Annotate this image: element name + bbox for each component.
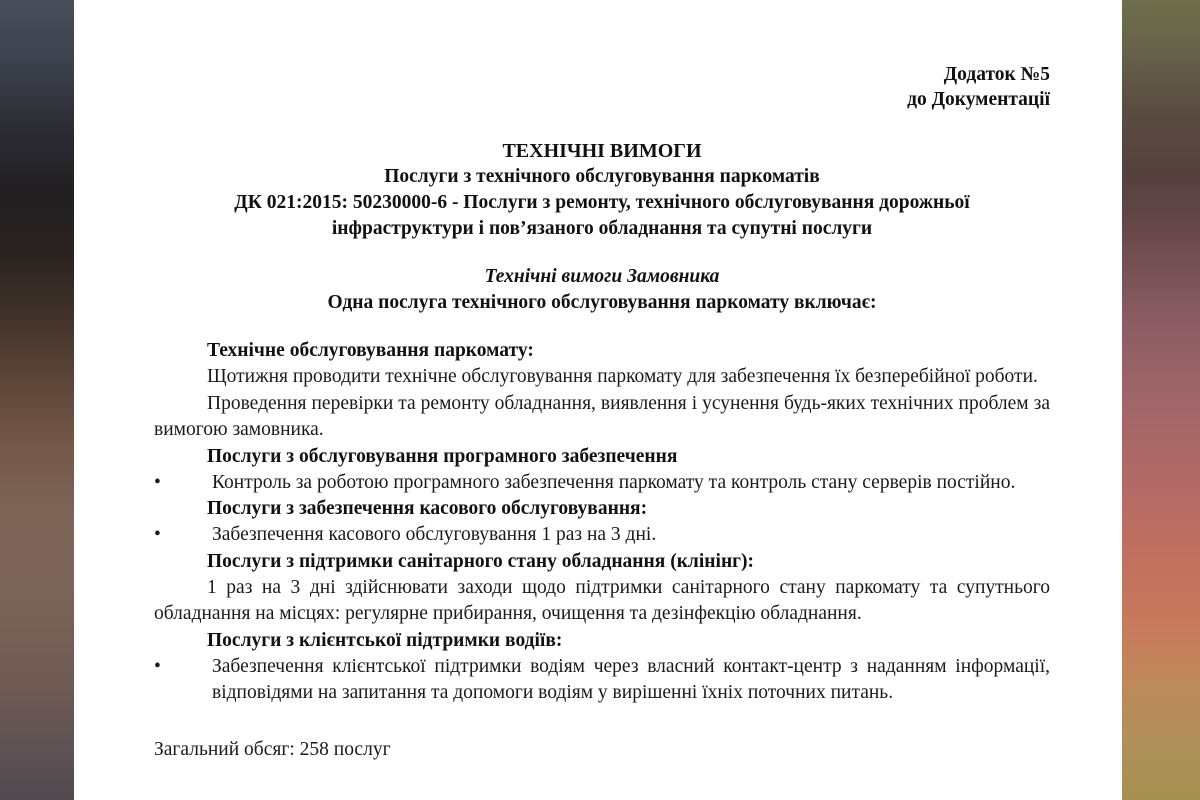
total-volume-line: Загальний обсяг: 258 послуг <box>154 738 391 760</box>
procurement-code-line-1: ДК 021:2015: 50230000-6 - Послуги з ремонту, технічного обслуговування дорожньої <box>234 192 970 213</box>
customer-requirements-heading: Технічні вимоги Замовника <box>484 266 720 287</box>
section-paragraph-maintenance-1: Щотижня проводити технічне обслуговування паркомату для забезпечення їх безперебійної роботи. <box>207 366 1038 387</box>
list-item <box>154 654 1050 707</box>
page-title: ТЕХНІЧНІ ВИМОГИ <box>502 140 702 162</box>
section-bullet-driver-support-1: Забезпечення клієнтської підтримки водіям через власний контакт-центр з наданням інформації, відповідями на запитання та допомоги водіям у вирішенні їхніх поточних питань. <box>212 655 1050 703</box>
section-bullet-software-1: Контроль за роботою програмного забезпечення паркомату та контроль стану серверів постійно. <box>212 471 1016 493</box>
decorative-right-gradient-band <box>1122 0 1200 800</box>
document-page <box>74 0 1122 800</box>
page-subtitle: Послуги з технічного обслуговування паркоматів <box>384 166 820 187</box>
bullet-icon: • <box>154 524 161 545</box>
section-heading-driver-support: Послуги з клієнтської підтримки водіїв: <box>207 629 563 651</box>
bullet-icon: • <box>154 655 161 677</box>
section-paragraph-maintenance-2: Проведення перевірки та ремонту обладнання, виявлення і усунення будь-яких технічних проблем за вимогою замовника. <box>154 392 1050 440</box>
section-bullet-cash-service-1: Забезпечення касового обслуговування 1 раз на 3 дні. <box>212 524 657 545</box>
procurement-code-line-2: інфраструктури і пов’язаного обладнання та супутні послуги <box>331 218 873 239</box>
header-document-reference: до Документації <box>907 89 1050 110</box>
document-header-block <box>154 62 1050 112</box>
section-heading-software: Послуги з обслуговування програмного забезпечення <box>207 445 678 467</box>
section-heading-maintenance: Технічне обслуговування паркомату: <box>207 340 534 361</box>
bullet-icon: • <box>154 471 161 493</box>
decorative-left-gradient-band <box>0 0 74 800</box>
list-item <box>154 522 1050 549</box>
section-paragraph-cleaning-1: 1 раз на 3 дні здійснювати заходи щодо підтримки санітарного стану паркомату та супутнього обладнання на місцях: регулярне прибирання, очищення та дезінфекцію обладнання. <box>154 576 1050 624</box>
list-item <box>154 470 1050 497</box>
document-content <box>154 0 1050 763</box>
section-heading-cleaning: Послуги з підтримки санітарного стану обладнання (клінінг): <box>207 550 755 572</box>
section-heading-cash-service: Послуги з забезпечення касового обслуговування: <box>207 498 648 519</box>
header-appendix-number: Додаток №5 <box>943 64 1050 85</box>
customer-requirements-intro: Одна послуга технічного обслуговування паркомату включає: <box>327 292 877 313</box>
